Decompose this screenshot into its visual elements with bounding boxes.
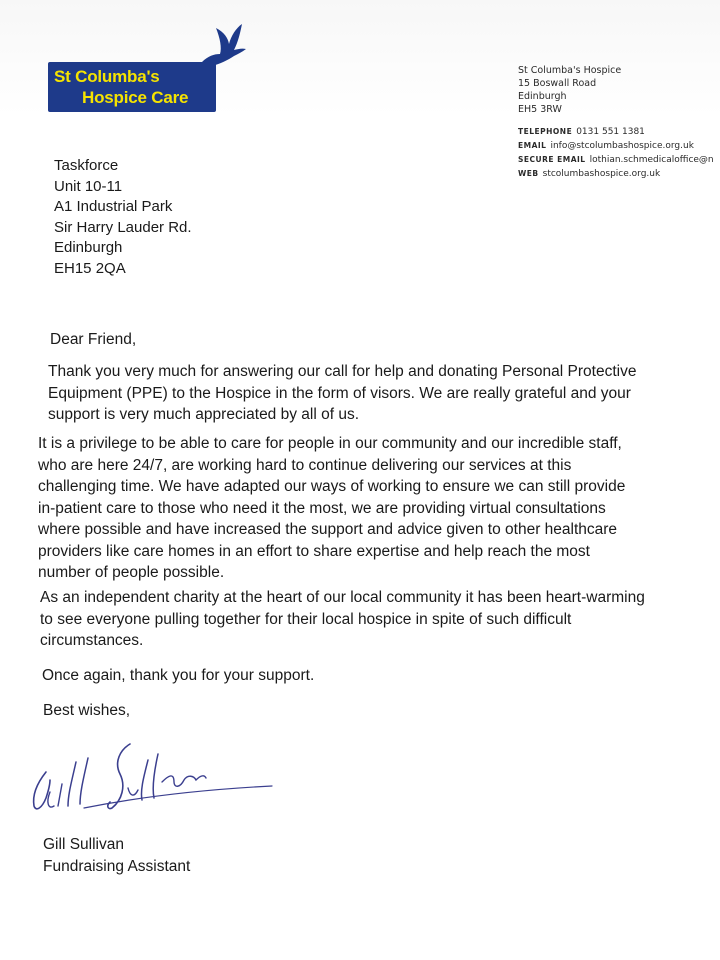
email-label: EMAIL — [518, 141, 547, 150]
paragraph-line: in-patient care to those who need it the most, we are providing virtual consultations — [38, 499, 606, 517]
recipient-line: Sir Harry Lauder Rd. — [54, 218, 192, 236]
paragraph-line: As an independent charity at the heart of our local community it has been heart-warming — [40, 589, 645, 606]
sender-name: St Columba's Hospice — [518, 65, 622, 76]
web-value: stcolumbashospice.org.uk — [542, 169, 661, 179]
recipient-address — [54, 156, 192, 279]
hospice-logo — [48, 62, 216, 112]
paragraph-line: circumstances. — [40, 632, 144, 649]
secure-email-value: lothian.schmedicaloffice@n — [589, 155, 714, 165]
secure-email-row — [518, 153, 720, 167]
web-row — [518, 167, 720, 181]
paragraph-line: to see everyone pulling together for their local hospice in spite of such difficult — [40, 610, 572, 628]
recipient-line: Edinburgh — [54, 239, 123, 256]
paragraph-line: number of people possible. — [38, 564, 225, 581]
paragraph-line: It is a privilege to be able to care for people in our community and our incredible staff, — [38, 435, 622, 452]
signer-title: Fundraising Assistant — [43, 858, 191, 875]
signer-name: Gill Sullivan — [43, 836, 124, 853]
telephone-row — [518, 125, 720, 139]
paragraph-line: challenging time. We have adapted our ways of working to ensure we can still provide — [38, 478, 626, 495]
recipient-line: A1 Industrial Park — [54, 198, 173, 215]
paragraph-line: Equipment (PPE) to the Hospice in the form of visors. We are really grateful and your — [48, 384, 631, 402]
sender-postcode: EH5 3RW — [518, 104, 562, 115]
sender-city: Edinburgh — [518, 91, 567, 102]
recipient-line: Taskforce — [54, 157, 119, 174]
handwritten-signature — [24, 732, 284, 822]
telephone-value: 0131 551 1381 — [576, 127, 645, 137]
email-row — [518, 139, 720, 153]
sender-address — [518, 64, 621, 116]
recipient-line: Unit 10-11 — [54, 177, 123, 195]
sender-street: 15 Boswall Road — [518, 78, 597, 89]
closing-thanks: Once again, thank you for your support. — [42, 667, 315, 684]
closing-wishes: Best wishes, — [43, 702, 131, 719]
logo-line-1: St Columba's — [54, 67, 160, 86]
telephone-label: TELEPHONE — [518, 127, 573, 136]
signer-block — [43, 834, 190, 878]
paragraph-privilege — [38, 433, 710, 584]
email-value: info@stcolumbashospice.org.uk — [550, 141, 694, 151]
dove-icon — [198, 18, 250, 74]
recipient-line: EH15 2QA — [54, 259, 126, 277]
greeting: Dear Friend, — [50, 331, 137, 348]
paragraph-line: where possible and have increased the support and advice given to other healthcare — [38, 521, 618, 538]
logo-line-2: Hospice Care — [82, 88, 189, 107]
paragraph-line: support is very much appreciated by all of us. — [48, 406, 360, 423]
paragraph-line: Thank you very much for answering our call for help and donating Personal Protective — [48, 363, 637, 380]
paragraph-charity — [40, 587, 712, 652]
web-label: WEB — [518, 169, 539, 178]
paragraph-line: who are here 24/7, are working hard to continue delivering our services at this — [38, 456, 572, 474]
secure-email-label: SECURE EMAIL — [518, 155, 586, 164]
sender-contacts — [518, 125, 720, 181]
paragraph-line: providers like care homes in an effort to share expertise and help reach the most — [38, 542, 590, 560]
paragraph-thanks — [48, 361, 708, 426]
